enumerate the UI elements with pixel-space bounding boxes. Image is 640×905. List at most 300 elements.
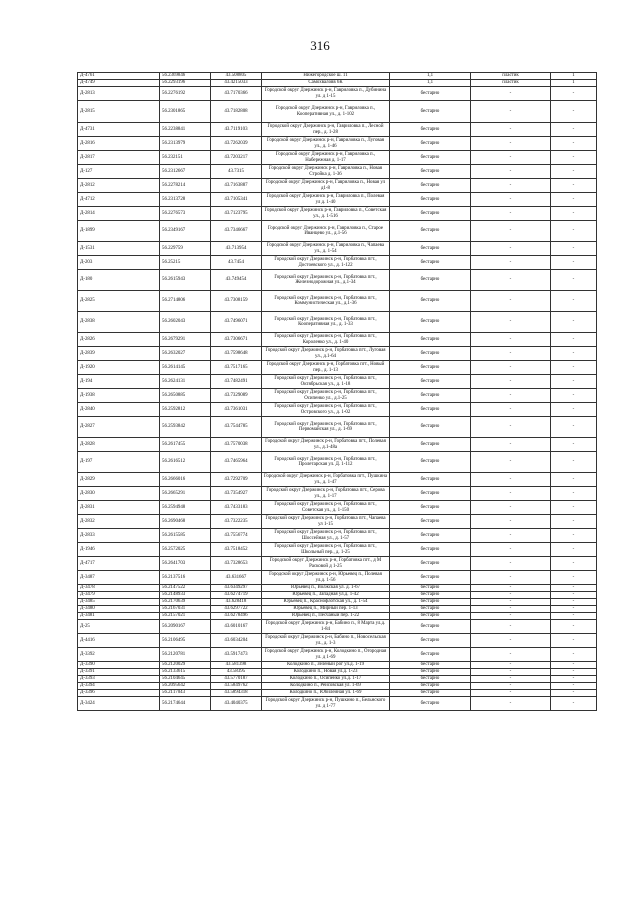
table-row xyxy=(78,683,597,690)
longitude-cell: 43.7346667 xyxy=(211,221,262,242)
container-type-cell: бестарно xyxy=(390,165,471,179)
count-cell: - xyxy=(551,599,597,606)
address-cell: Городской округ Дзержинск р-н, Гавриловка п., Чапаева ул., д. 1-54 xyxy=(262,242,390,256)
latitude-cell: 56.2349167 xyxy=(160,221,211,242)
material-cell: - xyxy=(471,585,551,592)
address-cell: Городской округ Дзержинск р-н, Горбатовка пгт., Осипенко ул., д.1-25 xyxy=(262,389,390,403)
material-cell: - xyxy=(471,676,551,683)
count-cell: - xyxy=(551,473,597,487)
site-id-cell: Д-3392 xyxy=(78,648,160,662)
latitude-cell: 56.2170639 xyxy=(160,599,211,606)
site-id-cell: Д-4731 xyxy=(78,123,160,137)
latitude-cell: 56.2666016 xyxy=(160,473,211,487)
longitude-cell: 43.713954 xyxy=(211,242,262,256)
longitude-cell: 43.7465964 xyxy=(211,452,262,473)
latitude-cell: 56.25215 xyxy=(160,256,211,270)
count-cell: - xyxy=(551,291,597,312)
container-type-cell: бестарно xyxy=(390,242,471,256)
site-id-cell: Д-3396 xyxy=(78,690,160,697)
material-cell: - xyxy=(471,515,551,529)
table-row xyxy=(78,312,597,333)
table-row xyxy=(78,165,597,179)
count-cell: - xyxy=(551,123,597,137)
material-cell: - xyxy=(471,291,551,312)
longitude-cell: 43.6349297 xyxy=(211,585,262,592)
material-cell: - xyxy=(471,438,551,452)
longitude-cell: 43.508805 xyxy=(211,73,262,80)
latitude-cell: 56.2594948 xyxy=(160,501,211,515)
material-cell: пластик xyxy=(471,80,551,87)
latitude-cell: 56.2301865 xyxy=(160,101,211,123)
material-cell: - xyxy=(471,193,551,207)
table-row xyxy=(78,403,597,417)
count-cell: - xyxy=(551,690,597,697)
table-row xyxy=(78,347,597,361)
longitude-cell: 43.7123795 xyxy=(211,207,262,221)
site-id-cell: Д-180 xyxy=(78,270,160,291)
material-cell: - xyxy=(471,389,551,403)
table-row xyxy=(78,389,597,403)
address-cell: Городской округ Дзержинск р-н, Горбатовка пгт., Новый пер., д. 1-13 xyxy=(262,361,390,375)
container-type-cell: бестарно xyxy=(390,487,471,501)
longitude-cell: 43.7182808 xyxy=(211,101,262,123)
container-type-cell: 1,1 xyxy=(390,73,471,80)
site-id-cell: Д-2830 xyxy=(78,487,160,501)
latitude-cell: 56.2641703 xyxy=(160,557,211,571)
table-row xyxy=(78,473,597,487)
latitude-cell: 56.2095642 xyxy=(160,683,211,690)
site-id-cell: Д-2825 xyxy=(78,291,160,312)
container-type-cell: бестарно xyxy=(390,179,471,193)
longitude-cell: 43.6278496 xyxy=(211,613,262,620)
count-cell: - xyxy=(551,606,597,613)
address-cell: Колодкино п., Рейсовская ул. 1-69 xyxy=(262,683,390,690)
container-type-cell: бестарно xyxy=(390,333,471,347)
site-id-cell: Д-2827 xyxy=(78,417,160,438)
count-cell: - xyxy=(551,438,597,452)
site-id-cell: Д-2838 xyxy=(78,312,160,333)
site-id-cell: Д-3394 xyxy=(78,683,160,690)
longitude-cell: 43.5894318 xyxy=(211,690,262,697)
table-row xyxy=(78,501,597,515)
longitude-cell: 43.7556774 xyxy=(211,529,262,543)
table-row xyxy=(78,270,597,291)
table-row xyxy=(78,676,597,683)
longitude-cell: 43.7517165 xyxy=(211,361,262,375)
count-cell: - xyxy=(551,256,597,270)
site-id-cell: Д-2815 xyxy=(78,101,160,123)
address-cell: Городской округ Дзержинск р-н, Горбатовка пгт., Чапаева ул 1-15 xyxy=(262,515,390,529)
registry-table xyxy=(77,72,597,711)
material-cell: - xyxy=(471,101,551,123)
latitude-cell: 56.2624131 xyxy=(160,375,211,389)
material-cell: - xyxy=(471,683,551,690)
latitude-cell: 56.2167031 xyxy=(160,606,211,613)
latitude-cell: 56.2238841 xyxy=(160,123,211,137)
address-cell: Городской округ Дзержинск р-н, Горбатовка пгт., д М Расковой д 1-25 xyxy=(262,557,390,571)
address-cell: Городской округ Дзержинск р-н, Гавриловка п., Кооперативная ул., д. 1-102 xyxy=(262,101,390,123)
address-cell: Городской округ Дзержинск р-н, Гавриловка п., Дубинина ул. д 1-15 xyxy=(262,87,390,101)
container-type-cell: бестарно xyxy=(390,592,471,599)
address-cell: Городской округ Дзержинск р-н, Гавриловка п., Луговая ул., д. 1-46 xyxy=(262,137,390,151)
site-id-cell: Д-2828 xyxy=(78,438,160,452)
site-id-cell: Д-2829 xyxy=(78,473,160,487)
latitude-cell: 56.2593842 xyxy=(160,417,211,438)
count-cell: - xyxy=(551,333,597,347)
site-id-cell: Д-4761 xyxy=(78,73,160,80)
longitude-cell: 43.4040375 xyxy=(211,697,262,711)
count-cell: - xyxy=(551,669,597,676)
count-cell: - xyxy=(551,529,597,543)
material-cell: - xyxy=(471,207,551,221)
address-cell: Юрьевец п., Волжская ул. д. 1-67 xyxy=(262,585,390,592)
longitude-cell: 43.7354927 xyxy=(211,487,262,501)
count-cell: - xyxy=(551,101,597,123)
longitude-cell: 43.4215033 xyxy=(211,80,262,87)
site-id-cell: Д-3478 xyxy=(78,585,160,592)
count-cell: - xyxy=(551,648,597,662)
container-type-cell: бестарно xyxy=(390,151,471,165)
material-cell: - xyxy=(471,403,551,417)
longitude-cell: 43.631667 xyxy=(211,571,262,585)
container-type-cell: бестарно xyxy=(390,585,471,592)
container-type-cell: бестарно xyxy=(390,501,471,515)
longitude-cell: 43.7361031 xyxy=(211,403,262,417)
latitude-cell: 56.2293196 xyxy=(160,80,211,87)
address-cell: Юрьевец п., Мирный пер. 1-13 xyxy=(262,606,390,613)
count-cell: - xyxy=(551,697,597,711)
count-cell: - xyxy=(551,347,597,361)
container-type-cell: бестарно xyxy=(390,193,471,207)
address-cell: Городской округ Дзержинск р-н, Горбатовка пгт., Советская ул., д. 1-150 xyxy=(262,501,390,515)
site-id-cell: Д-203 xyxy=(78,256,160,270)
address-cell: Колодкино п., Зелёный рог ул.д. 1-19 xyxy=(262,662,390,669)
site-id-cell: Д-3481 xyxy=(78,613,160,620)
site-id-cell: Д-3390 xyxy=(78,662,160,669)
address-cell: Городской округ Дзержинск р-н, Гавриловка п., Полевая ул д. 1-40 xyxy=(262,193,390,207)
site-id-cell: Д-3479 xyxy=(78,592,160,599)
material-cell: - xyxy=(471,529,551,543)
table-row xyxy=(78,123,597,137)
address-cell: Городской округ Дзержинск р-н, Юрьевец п., Полевая ул.д. 1-56 xyxy=(262,571,390,585)
material-cell: - xyxy=(471,242,551,256)
table-row xyxy=(78,599,597,606)
material-cell: - xyxy=(471,501,551,515)
latitude-cell: 56.2090167 xyxy=(160,620,211,634)
table-row xyxy=(78,487,597,501)
address-cell: Городской округ Дзержинск р-н, Горбатовка пгт., Пролетарская ул. Д. 1-112 xyxy=(262,452,390,473)
address-cell: Городской округ Дзержинск р-н, Гавриловка п., Советская ул., д. 1-516 xyxy=(262,207,390,221)
site-id-cell: Д-197 xyxy=(78,452,160,473)
latitude-cell: 56.2572025 xyxy=(160,543,211,557)
material-cell: - xyxy=(471,87,551,101)
table-row xyxy=(78,592,597,599)
latitude-cell: 56.2679291 xyxy=(160,333,211,347)
longitude-cell: 43.6297722 xyxy=(211,606,262,613)
table-row xyxy=(78,585,597,592)
material-cell: - xyxy=(471,690,551,697)
table-row xyxy=(78,80,597,87)
container-type-cell: бестарно xyxy=(390,571,471,585)
latitude-cell: 56.2313728 xyxy=(160,193,211,207)
site-id-cell: Д-3391 xyxy=(78,669,160,676)
longitude-cell: 43.6034204 xyxy=(211,634,262,648)
table-row xyxy=(78,221,597,242)
material-cell: - xyxy=(471,487,551,501)
registry-body xyxy=(78,73,597,711)
count-cell: - xyxy=(551,312,597,333)
address-cell: Колодкино п., Юбилейная ул. 1-69 xyxy=(262,690,390,697)
longitude-cell: 43.7315 xyxy=(211,165,262,179)
site-id-cell: Д-3393 xyxy=(78,676,160,683)
address-cell: Городской округ Дзержинск р-н, Горбатовка пгт., Коммунистическая ул., д.1-36 xyxy=(262,291,390,312)
latitude-cell: 56.2174644 xyxy=(160,697,211,711)
count-cell: - xyxy=(551,242,597,256)
table-row xyxy=(78,613,597,620)
longitude-cell: 43.7518452 xyxy=(211,543,262,557)
address-cell: Городской округ Дзержинск р-н, Горбатовка пгт., Серова ул., д. 1-17 xyxy=(262,487,390,501)
count-cell: - xyxy=(551,683,597,690)
container-type-cell: бестарно xyxy=(390,256,471,270)
material-cell: - xyxy=(471,137,551,151)
site-id-cell: Д-194 xyxy=(78,375,160,389)
longitude-cell: 43.5917473 xyxy=(211,648,262,662)
container-type-cell: бестарно xyxy=(390,291,471,312)
address-cell: Городской округ Дзержинск р-н, Горбатовка пгт., Луговая ул., д.1-64 xyxy=(262,347,390,361)
longitude-cell: 43.7306671 xyxy=(211,333,262,347)
count-cell: - xyxy=(551,613,597,620)
address-cell: Юрьевец п., Песчаный пер. 1-22 xyxy=(262,613,390,620)
material-cell: - xyxy=(471,557,551,571)
count-cell: - xyxy=(551,634,597,648)
count-cell: - xyxy=(551,403,597,417)
address-cell: Городской округ Дзержинск р-н, Бабино п., Новосельская ул., д. 1-3 xyxy=(262,634,390,648)
count-cell: - xyxy=(551,501,597,515)
count-cell: - xyxy=(551,165,597,179)
site-id-cell: Д-2812 xyxy=(78,179,160,193)
container-type-cell: бестарно xyxy=(390,312,471,333)
table-row xyxy=(78,137,597,151)
address-cell: Колодкино п., Осипенко ул.д. 1-17 xyxy=(262,676,390,683)
container-type-cell: бестарно xyxy=(390,137,471,151)
container-type-cell: бестарно xyxy=(390,389,471,403)
longitude-cell: 43.7170366 xyxy=(211,87,262,101)
count-cell: - xyxy=(551,151,597,165)
table-row xyxy=(78,620,597,634)
count-cell: - xyxy=(551,452,597,473)
container-type-cell: бестарно xyxy=(390,417,471,438)
table-row xyxy=(78,73,597,80)
material-cell: - xyxy=(471,634,551,648)
material-cell: - xyxy=(471,221,551,242)
site-id-cell: Д-2840 xyxy=(78,403,160,417)
site-id-cell: Д-3485 xyxy=(78,599,160,606)
address-cell: Городской округ Дзержинск р-н, Гавриловка п., Старое Иванцево ул., д.1-56 xyxy=(262,221,390,242)
container-type-cell: бестарно xyxy=(390,599,471,606)
material-cell: - xyxy=(471,648,551,662)
material-cell: - xyxy=(471,165,551,179)
container-type-cell: бестарно xyxy=(390,648,471,662)
latitude-cell: 56.2276573 xyxy=(160,207,211,221)
count-cell: - xyxy=(551,543,597,557)
latitude-cell: 56.2278214 xyxy=(160,179,211,193)
container-type-cell: бестарно xyxy=(390,634,471,648)
longitude-cell: 43.628418 xyxy=(211,599,262,606)
latitude-cell: 56.2615943 xyxy=(160,270,211,291)
longitude-cell: 43.7105341 xyxy=(211,193,262,207)
table-row xyxy=(78,193,597,207)
address-cell: Нижегородское ш. 11 xyxy=(262,73,390,80)
address-cell: Городской округ Дзержинск р-н, Горбатовка пгт., Шоссейная ул., д. 1-57 xyxy=(262,529,390,543)
count-cell: - xyxy=(551,389,597,403)
material-cell: - xyxy=(471,256,551,270)
latitude-cell: 56.2614145 xyxy=(160,361,211,375)
container-type-cell: бестарно xyxy=(390,221,471,242)
table-row xyxy=(78,606,597,613)
latitude-cell: 56.2133615 xyxy=(160,669,211,676)
site-id-cell: Д-3480 xyxy=(78,606,160,613)
address-cell: Городской округ Дзержинск р-н, Гавриловка п., Набережная д. 1-17 xyxy=(262,151,390,165)
longitude-cell: 43.7482491 xyxy=(211,375,262,389)
address-cell: Юрьевец п., Краснофлотская ул., д. 1-54 xyxy=(262,599,390,606)
site-id-cell: Д-4717 xyxy=(78,557,160,571)
material-cell: - xyxy=(471,179,551,193)
container-type-cell: бестарно xyxy=(390,676,471,683)
table-row xyxy=(78,697,597,711)
count-cell: - xyxy=(551,179,597,193)
table-row xyxy=(78,543,597,557)
container-type-cell: бестарно xyxy=(390,347,471,361)
site-id-cell: Д-4712 xyxy=(78,193,160,207)
longitude-cell: 43.581398 xyxy=(211,662,262,669)
material-cell: - xyxy=(471,333,551,347)
latitude-cell: 56.2616512 xyxy=(160,452,211,473)
site-id-cell: Д-2832 xyxy=(78,515,160,529)
material-cell: - xyxy=(471,151,551,165)
material-cell: - xyxy=(471,473,551,487)
table-row xyxy=(78,256,597,270)
latitude-cell: 56.2157021 xyxy=(160,613,211,620)
site-id-cell: Д-25 xyxy=(78,620,160,634)
count-cell: - xyxy=(551,270,597,291)
material-cell: - xyxy=(471,452,551,473)
site-id-cell: Д-2814 xyxy=(78,207,160,221)
container-type-cell: 1,1 xyxy=(390,80,471,87)
longitude-cell: 43.5770187 xyxy=(211,676,262,683)
address-cell: Городской округ Дзержинск р-н, Горбатовка пгт., Пушкина ул., д. 1-47 xyxy=(262,473,390,487)
latitude-cell: 56.2615585 xyxy=(160,529,211,543)
site-id-cell: Д-3424 xyxy=(78,697,160,711)
material-cell: - xyxy=(471,417,551,438)
longitude-cell: 43.7454 xyxy=(211,256,262,270)
address-cell: Городской округ Дзержинск р-н, Горбатовка пгт., Первомайская ул., д. 1-69 xyxy=(262,417,390,438)
table-row xyxy=(78,151,597,165)
count-cell: - xyxy=(551,676,597,683)
table-row xyxy=(78,515,597,529)
material-cell: - xyxy=(471,312,551,333)
address-cell: Городской округ Дзержинск р-н, Горбатовка пгт., Октябрьская ул., д. 1-18 xyxy=(262,375,390,389)
latitude-cell: 56.2617455 xyxy=(160,438,211,452)
site-id-cell: Д-4749 xyxy=(78,80,160,87)
material-cell: - xyxy=(471,669,551,676)
container-type-cell: бестарно xyxy=(390,690,471,697)
count-cell: - xyxy=(551,585,597,592)
longitude-cell: 43.58395 xyxy=(211,669,262,676)
latitude-cell: 56.232151 xyxy=(160,151,211,165)
address-cell: Городской округ Дзержинск р-н, Горбатовка пгт., Школьный пер., д. 1-25 xyxy=(262,543,390,557)
site-id-cell: Д-4416 xyxy=(78,634,160,648)
address-cell: Городской округ Дзержинск р-н, Гавриловка п., Лесной пер., д. 1-28 xyxy=(262,123,390,137)
table-row xyxy=(78,242,597,256)
longitude-cell: 43.7322235 xyxy=(211,515,262,529)
latitude-cell: 56.2650885 xyxy=(160,389,211,403)
table-row xyxy=(78,557,597,571)
table-row xyxy=(78,669,597,676)
container-type-cell: бестарно xyxy=(390,207,471,221)
site-id-cell: Д-2813 xyxy=(78,87,160,101)
container-type-cell: бестарно xyxy=(390,543,471,557)
latitude-cell: 56.2690468 xyxy=(160,515,211,529)
material-cell: - xyxy=(471,571,551,585)
count-cell: 1 xyxy=(551,73,597,80)
material-cell: - xyxy=(471,599,551,606)
longitude-cell: 43.7329089 xyxy=(211,389,262,403)
latitude-cell: 56.2313979 xyxy=(160,137,211,151)
longitude-cell: 43.6010167 xyxy=(211,620,262,634)
table-row xyxy=(78,361,597,375)
latitude-cell: 56.2592812 xyxy=(160,403,211,417)
table-row xyxy=(78,438,597,452)
container-type-cell: бестарно xyxy=(390,662,471,669)
site-id-cell: Д-1531 xyxy=(78,242,160,256)
address-cell: Юрьевец п., Западная ул.д. 1-42 xyxy=(262,592,390,599)
count-cell: - xyxy=(551,662,597,669)
latitude-cell: 56.2369846 xyxy=(160,73,211,80)
address-cell: Городской округ Дзержинск р-н, Горбатовка пгт., Кооперативная ул., д. 1-33 xyxy=(262,312,390,333)
material-cell: пластик xyxy=(471,73,551,80)
table-row xyxy=(78,417,597,438)
longitude-cell: 43.7544785 xyxy=(211,417,262,438)
address-cell: Городской округ Дзержинск р-н, Горбатовка пгт., Полевая ул., д.1-48а xyxy=(262,438,390,452)
longitude-cell: 43.749454 xyxy=(211,270,262,291)
count-cell: - xyxy=(551,193,597,207)
site-id-cell: Д-1920 xyxy=(78,361,160,375)
latitude-cell: 56.2714806 xyxy=(160,291,211,312)
table-row xyxy=(78,101,597,123)
site-id-cell: Д-2833 xyxy=(78,529,160,543)
container-type-cell: бестарно xyxy=(390,438,471,452)
count-cell: - xyxy=(551,417,597,438)
address-cell: Городской округ Дзержинск р-н, Горбатовка пгт., Достоевского ул., д. 1-122 xyxy=(262,256,390,270)
container-type-cell: бестарно xyxy=(390,515,471,529)
longitude-cell: 43.7496071 xyxy=(211,312,262,333)
site-id-cell: Д-2831 xyxy=(78,501,160,515)
latitude-cell: 56.2147522 xyxy=(160,585,211,592)
container-type-cell: бестарно xyxy=(390,101,471,123)
count-cell: - xyxy=(551,207,597,221)
address-cell: Городской округ Дзержинск р-н, Колодкино п., Огородная ул. д 1-69 xyxy=(262,648,390,662)
latitude-cell: 56.2276192 xyxy=(160,87,211,101)
table-row xyxy=(78,690,597,697)
address-cell: Городской округ Дзержинск р-н, Горбатовка пгт., Короленко ул., д. 1-40 xyxy=(262,333,390,347)
page-number: 316 xyxy=(310,38,330,53)
container-type-cell: бестарно xyxy=(390,606,471,613)
table-row xyxy=(78,207,597,221)
longitude-cell: 43.7262039 xyxy=(211,137,262,151)
container-type-cell: бестарно xyxy=(390,620,471,634)
container-type-cell: бестарно xyxy=(390,683,471,690)
container-type-cell: бестарно xyxy=(390,375,471,389)
